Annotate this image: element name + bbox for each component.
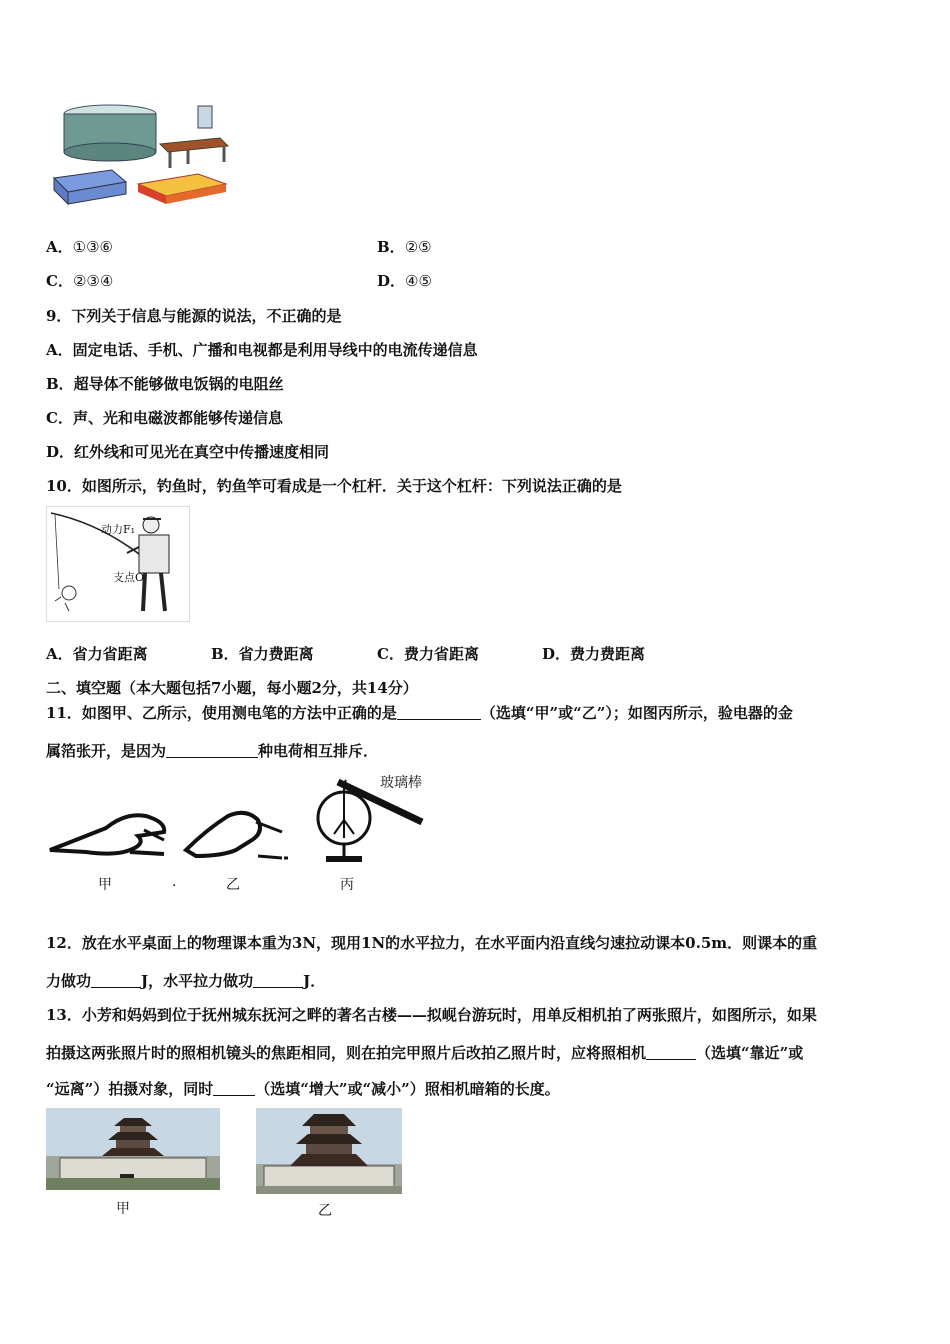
q12-text-a: 力做功 (46, 972, 92, 990)
photo-caption-jia: 甲 (116, 1201, 130, 1217)
q13-line2 (46, 1042, 803, 1063)
section-heading: 二、填空题（本大题包括7小题，每小题2分，共14分） (46, 679, 418, 697)
q9-option-a[interactable]: A．固定电话、手机、广播和电视都是利用导线中的电流传递信息 (46, 341, 478, 359)
q11-line2 (46, 740, 378, 761)
q13-text-c: “远离”）拍摄对象，同时 (46, 1080, 214, 1098)
q12-line1: 12．放在水平桌面上的物理课本重为3N，现用1N的水平拉力，在水平面内沿直线匀速拉动课本0.5m．则课本的重 (46, 934, 818, 952)
q12-blank-2[interactable] (253, 973, 303, 988)
q13-blank-1[interactable] (646, 1045, 696, 1060)
q13-text-b: （选填“靠近”或 (696, 1044, 804, 1062)
caption-dot: . (172, 874, 177, 890)
q8-option-c[interactable] (46, 270, 113, 291)
q8-option-a[interactable] (46, 236, 113, 257)
option-text: ④⑤ (405, 272, 432, 290)
q9-option-d[interactable]: D．红外线和可见光在真空中传播速度相同 (46, 443, 330, 461)
q12-line2 (46, 970, 325, 991)
q12-text-c: J． (303, 972, 326, 990)
q13-line1: 13．小芳和妈妈到位于抚州城东抚河之畔的著名古楼——拟岘台游玩时，用单反相机拍了两张照片，如图所示，如果 (46, 1006, 817, 1024)
q13-text-d: （选填“增大”或“减小”）照相机暗箱的长度。 (255, 1080, 560, 1098)
option-letter: D． (377, 272, 406, 290)
photo-yi (256, 1108, 402, 1194)
q10-fishing-figure (46, 506, 190, 622)
q8-option-b[interactable] (377, 236, 432, 257)
q8-figure (48, 100, 238, 210)
q10-option-b[interactable]: B．省力费距离 (211, 645, 314, 663)
q13-blank-2[interactable] (213, 1081, 255, 1096)
option-text: ②⑤ (404, 238, 432, 256)
q11-blank-2[interactable] (166, 743, 258, 758)
q11-text-b: （选填“甲”或“乙”）；如图丙所示，验电器的金 (480, 704, 793, 722)
q11-blank-1[interactable] (397, 705, 481, 720)
q12-text-b: J，水平拉力做功 (141, 972, 254, 990)
q10-option-a[interactable]: A．省力省距离 (46, 645, 148, 663)
q11-text-c: 属箔张开，是因为 (46, 742, 167, 760)
q11-line1 (46, 702, 793, 723)
option-text: ①③⑥ (72, 238, 113, 256)
q10-option-d[interactable]: D．费力费距离 (542, 645, 646, 663)
q9-stem: 9．下列关于信息与能源的说法，不正确的是 (46, 307, 342, 325)
glass-rod-label: 玻璃棒 (380, 775, 422, 791)
q13-text-a: 拍摄这两张照片时的照相机镜头的焦距相同，则在拍完甲照片后改拍乙照片时，应将照相机 (46, 1044, 647, 1062)
caption-bing: 丙 (340, 877, 354, 893)
option-letter: B． (377, 238, 405, 256)
photo-caption-yi: 乙 (318, 1203, 332, 1219)
force-label: 动力F₁ (101, 523, 136, 536)
fulcrum-label: 支点O (113, 571, 145, 584)
q13-line3 (46, 1078, 560, 1099)
q9-option-c[interactable]: C．声、光和电磁波都能够传递信息 (46, 409, 283, 427)
caption-yi: 乙 (226, 877, 240, 893)
option-text: ②③④ (72, 272, 114, 290)
q11-text-d: 种电荷相互排斥． (258, 742, 379, 760)
photo-jia (46, 1108, 220, 1190)
q10-stem: 10．如图所示，钓鱼时，钓鱼竿可看成是一个杠杆．关于这个杠杆：下列说法正确的是 (46, 477, 622, 495)
option-letter: A． (46, 238, 73, 256)
q11-text-a: 11．如图甲、乙所示，使用测电笔的方法中正确的是 (46, 704, 397, 722)
q12-blank-1[interactable] (91, 973, 141, 988)
q9-option-b[interactable]: B．超导体不能够做电饭锅的电阻丝 (46, 375, 284, 393)
caption-jia: 甲 (98, 877, 112, 893)
q8-option-d[interactable] (377, 270, 432, 291)
option-letter: C． (46, 272, 73, 290)
q10-option-c[interactable]: C．费力省距离 (377, 645, 479, 663)
